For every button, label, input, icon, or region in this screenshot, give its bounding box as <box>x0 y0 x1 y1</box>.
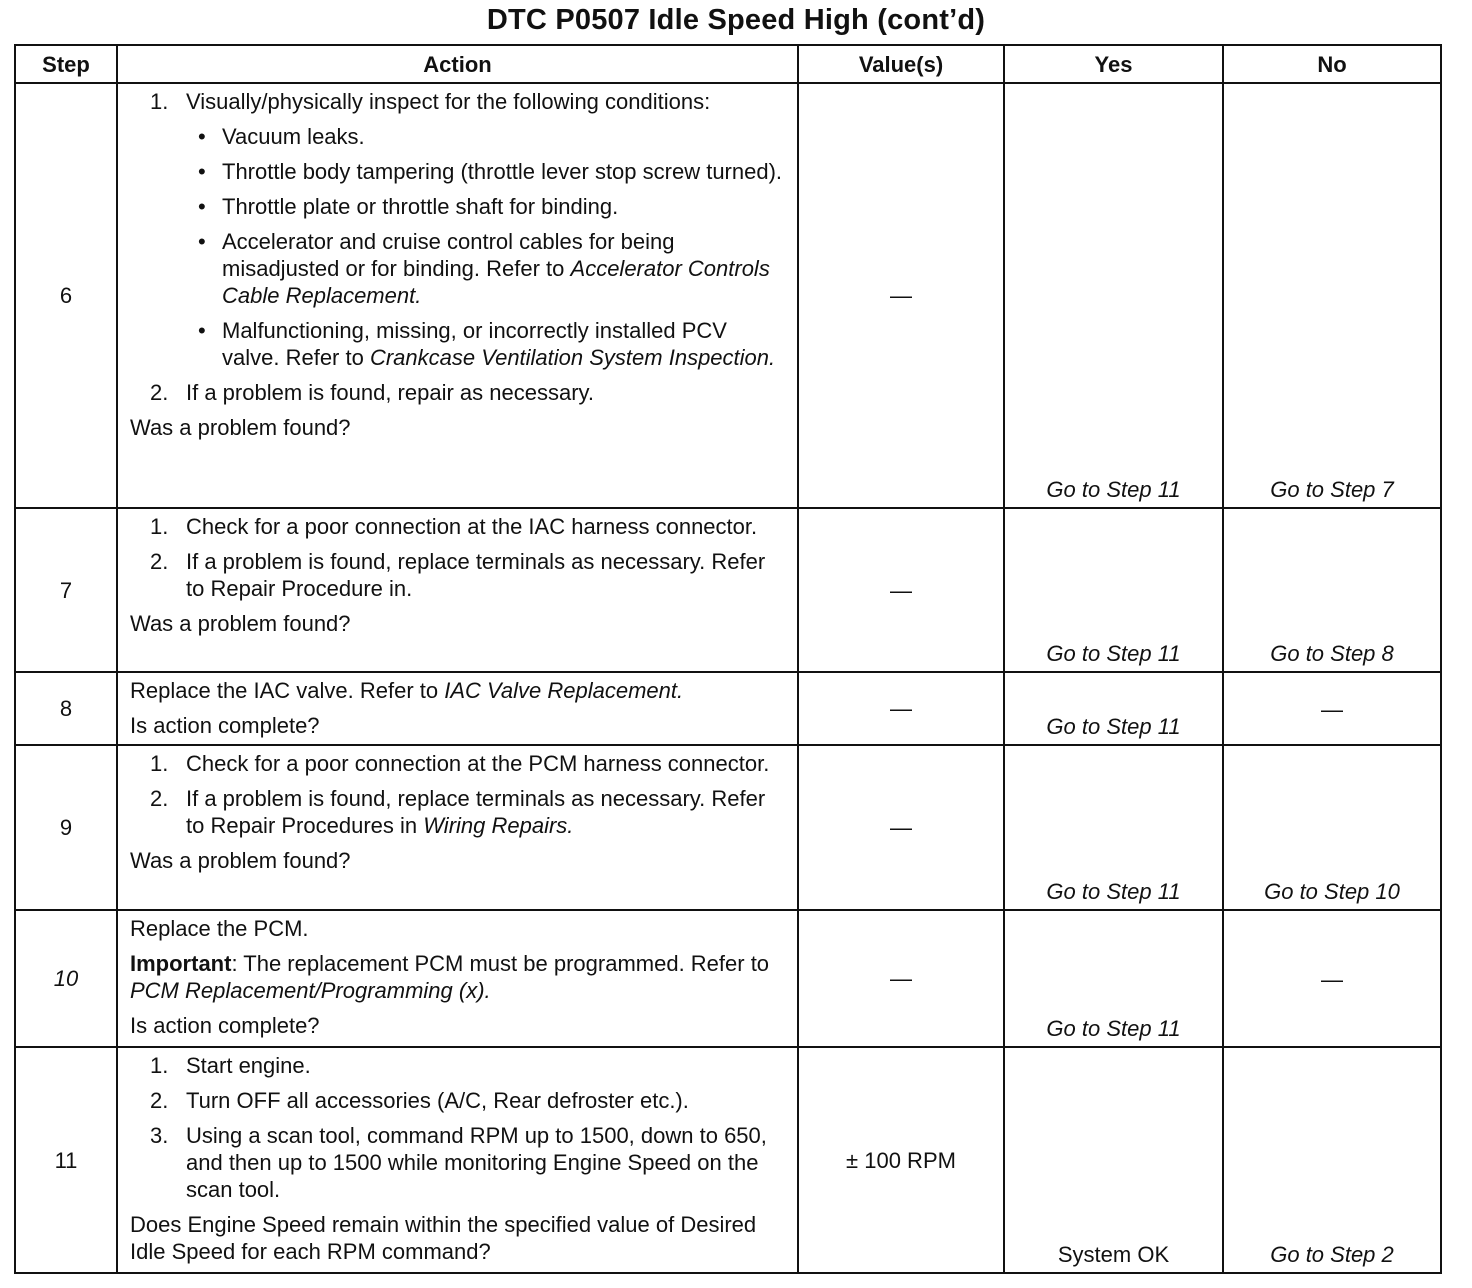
question: Is action complete? <box>130 1013 320 1038</box>
table-row <box>15 1047 1441 1273</box>
reference-link: Wiring Repairs. <box>423 813 574 838</box>
table-row <box>15 83 1441 508</box>
yes-cell: System OK <box>1004 1047 1223 1273</box>
header-yes: Yes <box>1004 45 1223 83</box>
step-number: 7 <box>15 508 117 672</box>
step-number: 9 <box>15 745 117 910</box>
header-step: Step <box>15 45 117 83</box>
step-number: 8 <box>15 672 117 745</box>
action-item: 2. Turn OFF all accessories (A/C, Rear defroster etc.). <box>150 1088 689 1113</box>
value-cell: — <box>798 672 1004 745</box>
question: Was a problem found? <box>130 611 351 636</box>
important-note: Important: The replacement PCM must be programmed. Refer to PCM Replacement/Programming (x). <box>130 951 770 1003</box>
value-cell: — <box>798 745 1004 910</box>
header-values: Value(s) <box>798 45 1004 83</box>
page-title: DTC P0507 Idle Speed High (cont’d) <box>486 4 986 36</box>
question: Does Engine Speed remain within the specified value of Desired Idle Speed for each RPM command? <box>130 1212 757 1264</box>
action-cell <box>117 83 798 508</box>
reference-link: Accelerator Controls Cable Replacement. <box>222 256 770 308</box>
bullet-item: • Vacuum leaks. <box>198 124 365 149</box>
diagnostic-table <box>14 44 1442 1274</box>
value-cell: — <box>798 508 1004 672</box>
action-item: 1. Visually/physically inspect for the following conditions: <box>150 89 711 114</box>
value-cell: — <box>798 83 1004 508</box>
header-row <box>15 45 1441 83</box>
action-cell <box>117 508 798 672</box>
table-row <box>15 672 1441 745</box>
action-cell <box>117 672 798 745</box>
action-cell <box>117 910 798 1047</box>
question: Was a problem found? <box>130 848 351 873</box>
yes-cell: Go to Step 11 <box>1004 508 1223 672</box>
no-cell: Go to Step 2 <box>1223 1047 1441 1273</box>
reference-link: PCM Replacement/Programming (x). <box>130 978 491 1003</box>
bullet-item: • Malfunctioning, missing, or incorrectly installed PCV valve. Refer to Crankcase Ventilation System Inspection. <box>198 318 776 370</box>
reference-link: Crankcase Ventilation System Inspection. <box>369 345 776 370</box>
step-number: 6 <box>15 83 117 508</box>
value-cell: ± 100 RPM <box>798 1047 1004 1273</box>
question: Is action complete? <box>130 713 320 738</box>
reference-link: IAC Valve Replacement. <box>444 678 684 703</box>
action-cell <box>117 745 798 910</box>
table-row <box>15 508 1441 672</box>
action-item: 3. Using a scan tool, command RPM up to 1500, down to 650, and then up to 1500 while monitoring Engine Speed on the scan tool. <box>150 1123 767 1202</box>
action-item: 2. If a problem is found, repair as necessary. <box>150 380 595 405</box>
action-text: Replace the PCM. <box>130 916 309 941</box>
no-cell: — <box>1223 672 1441 745</box>
action-item: 1. Check for a poor connection at the IAC harness connector. <box>150 514 758 539</box>
no-cell: Go to Step 7 <box>1223 83 1441 508</box>
action-item: 2. If a problem is found, replace terminals as necessary. Refer to Repair Procedures in Wiring Repairs. <box>150 786 766 838</box>
step-number: 11 <box>15 1047 117 1273</box>
action-cell <box>117 1047 798 1273</box>
bullet-item: • Throttle body tampering (throttle lever stop screw turned). <box>198 159 783 184</box>
action-item: 2. If a problem is found, replace terminals as necessary. Refer to Repair Procedure in. <box>150 549 766 601</box>
yes-cell: Go to Step 11 <box>1004 83 1223 508</box>
no-cell: — <box>1223 910 1441 1047</box>
table-row <box>15 745 1441 910</box>
value-cell: — <box>798 910 1004 1047</box>
action-item: 1. Start engine. <box>150 1053 311 1078</box>
yes-cell: Go to Step 11 <box>1004 672 1223 745</box>
bullet-item: • Throttle plate or throttle shaft for binding. <box>198 194 619 219</box>
yes-cell: Go to Step 11 <box>1004 745 1223 910</box>
question: Was a problem found? <box>130 415 351 440</box>
step-number: 10 <box>15 910 117 1047</box>
no-cell: Go to Step 10 <box>1223 745 1441 910</box>
header-no: No <box>1223 45 1441 83</box>
header-action: Action <box>117 45 798 83</box>
action-text: Replace the IAC valve. Refer to IAC Valve Replacement. <box>130 678 684 703</box>
yes-cell: Go to Step 11 <box>1004 910 1223 1047</box>
table-row <box>15 910 1441 1047</box>
action-item: 1. Check for a poor connection at the PCM harness connector. <box>150 751 770 776</box>
bullet-item: • Accelerator and cruise control cables for being misadjusted or for binding. Refer to Accelerator Controls Cable Replacement. <box>198 229 770 308</box>
no-cell: Go to Step 8 <box>1223 508 1441 672</box>
